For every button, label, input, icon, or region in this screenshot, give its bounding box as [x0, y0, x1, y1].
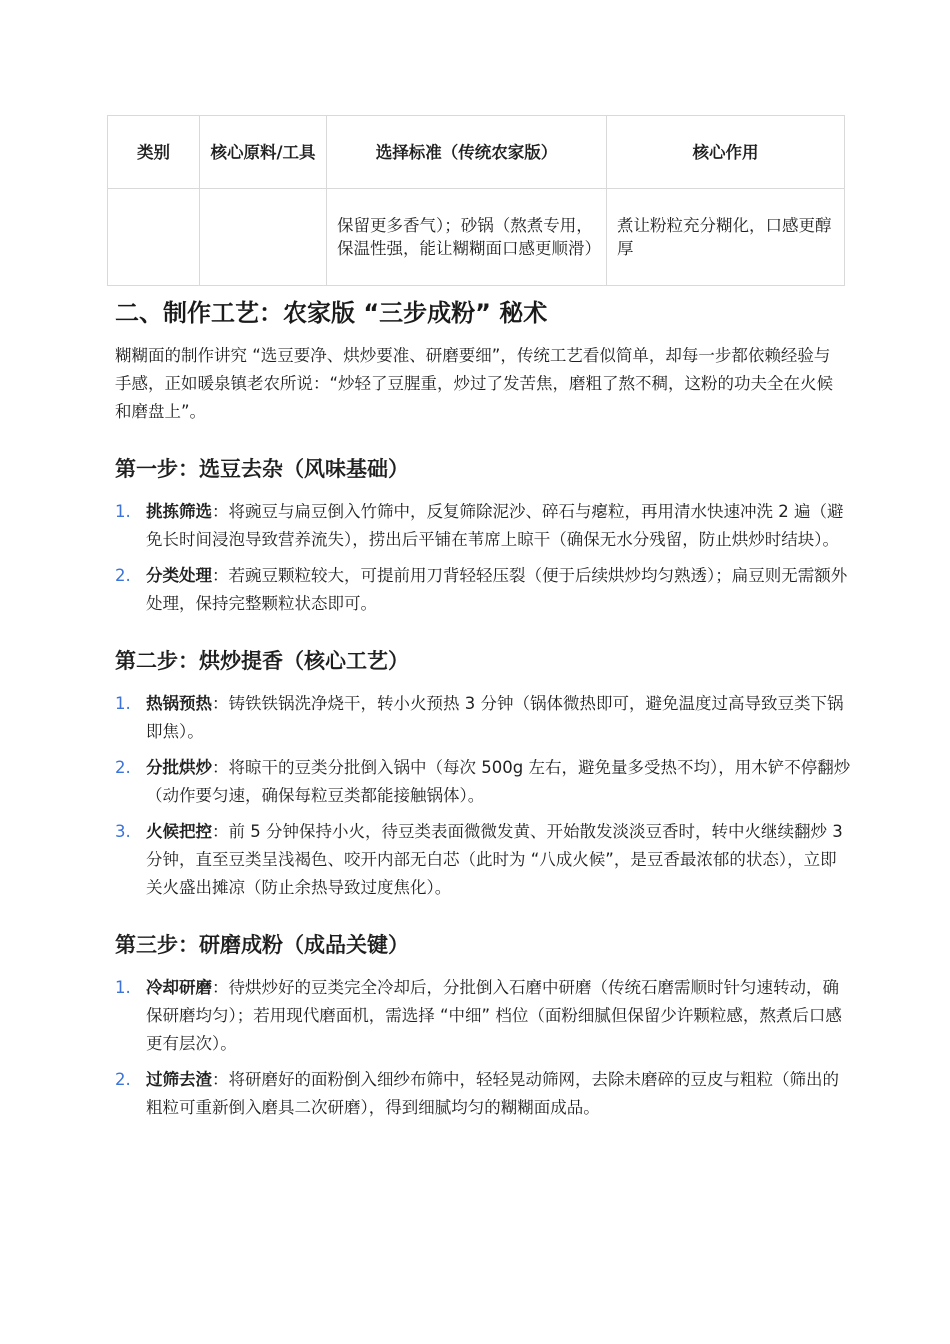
table-cell	[200, 189, 327, 286]
list-number: 2.	[115, 1070, 131, 1089]
list-item	[115, 818, 852, 902]
list-item	[115, 562, 852, 618]
list-number: 3.	[115, 822, 131, 841]
step-2-list	[107, 690, 851, 902]
list-text: ：将晾干的豆类分批倒入锅中（每次 500g 左右，避免量多受热不均），用木铲不停翻炒（动作要匀速，确保每粒豆类都能接触锅体）。	[146, 758, 851, 805]
list-item	[115, 690, 852, 746]
table-row	[108, 189, 845, 286]
list-item	[115, 974, 852, 1058]
step-1-title: 第一步：选豆去杂（风味基础）	[115, 457, 409, 481]
list-term: 分类处理	[146, 566, 212, 585]
step-1-list	[107, 498, 848, 618]
table-header-function: 核心作用	[607, 116, 845, 189]
section-title: 二、制作工艺：农家版 “三步成粉” 秘术	[115, 299, 548, 327]
list-term: 过筛去渣	[146, 1070, 212, 1089]
list-text: ：铸铁铁锅洗净烧干，转小火预热 3 分钟（锅体微热即可，避免温度过高导致豆类下锅即焦）。	[146, 694, 844, 741]
list-term: 挑拣筛选	[146, 502, 212, 521]
list-number: 1.	[115, 502, 131, 521]
list-term: 火候把控	[146, 822, 212, 841]
list-item	[115, 498, 852, 554]
table-cell: 保留更多香气）；砂锅（熬煮专用，保温性强，能让糊糊面口感更顺滑）	[327, 189, 607, 286]
step-2-title: 第二步：烘炒提香（核心工艺）	[115, 649, 409, 673]
list-text: ：将豌豆与扁豆倒入竹筛中，反复筛除泥沙、碎石与瘪粒，再用清水快速冲洗 2 遍（避免长时间浸泡导致营养流失），捞出后平铺在苇席上晾干（确保无水分残留，防止烘炒时结块）。	[146, 502, 844, 549]
list-number: 1.	[115, 978, 131, 997]
table-cell: 煮让粉粒充分糊化，口感更醇厚	[607, 189, 845, 286]
materials-table	[107, 115, 845, 286]
table-header-standard: 选择标准（传统农家版）	[327, 116, 607, 189]
list-term: 冷却研磨	[146, 978, 212, 997]
table-header-material: 核心原料/工具	[200, 116, 327, 189]
list-term: 分批烘炒	[146, 758, 212, 777]
table-header-category: 类别	[108, 116, 200, 189]
list-text: ：将研磨好的面粉倒入细纱布筛中，轻轻晃动筛网，去除未磨碎的豆皮与粗粒（筛出的粗粒可重新倒入磨具二次研磨），得到细腻均匀的糊糊面成品。	[146, 1070, 839, 1117]
list-item	[115, 1066, 852, 1122]
list-text: ：待烘炒好的豆类完全冷却后，分批倒入石磨中研磨（传统石磨需顺时针匀速转动，确保研磨均匀）；若用现代磨面机，需选择 “中细” 档位（面粉细腻但保留少许颗粒感，熬煮后口感更有层次）。	[146, 978, 842, 1053]
step-3-title: 第三步：研磨成粉（成品关键）	[115, 933, 409, 957]
list-number: 2.	[115, 758, 131, 777]
list-number: 1.	[115, 694, 131, 713]
list-text: ：若豌豆颗粒较大，可提前用刀背轻轻压裂（便于后续烘炒均匀熟透）；扁豆则无需额外处理，保持完整颗粒状态即可。	[146, 566, 848, 613]
list-term: 热锅预热	[146, 694, 212, 713]
list-number: 2.	[115, 566, 131, 585]
table-header-row	[108, 116, 845, 189]
list-text: ：前 5 分钟保持小火，待豆类表面微微发黄、开始散发淡淡豆香时，转中火继续翻炒 3 分钟，直至豆类呈浅褐色、咬开内部无白芯（此时为 “八成火候”，是豆香最浓郁的状态），立即关火盛出摊凉（防止余热导致过度焦化）。	[146, 822, 843, 897]
table-cell	[108, 189, 200, 286]
step-3-list	[107, 974, 844, 1122]
document-page	[107, 115, 851, 1130]
intro-paragraph: 糊糊面的制作讲究 “选豆要净、烘炒要准、研磨要细”，传统工艺看似简单，却每一步都依赖经验与手感，正如暖泉镇老农所说：“炒轻了豆腥重，炒过了发苦焦，磨粗了熬不稠，这粉的功夫全在火候和磨盘上”。	[115, 346, 834, 421]
list-item	[115, 754, 852, 810]
